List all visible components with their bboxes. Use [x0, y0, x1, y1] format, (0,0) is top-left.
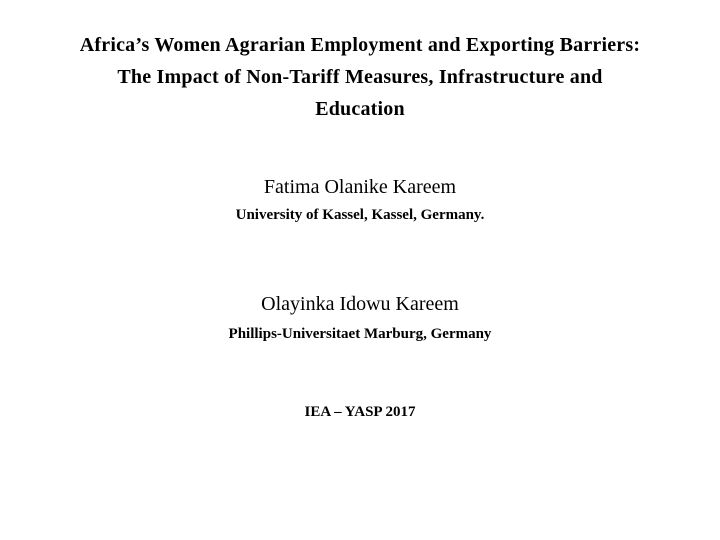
title-line-1: Africa’s Women Agrarian Employment and Exporting Barriers:	[79, 34, 641, 56]
author-name-1: Fatima Olanike Kareem	[263, 176, 457, 198]
title-line-3: Education	[315, 98, 405, 120]
slide-title	[0, 29, 720, 125]
author-affiliation-2: Phillips-Universitaet Marburg, Germany	[228, 326, 492, 342]
author-name-2: Olayinka Idowu Kareem	[261, 293, 459, 315]
author-affiliation-1: University of Kassel, Kassel, Germany.	[235, 207, 485, 223]
title-line-2: The Impact of Non-Tariff Measures, Infrastructure and	[117, 66, 603, 88]
event-label: IEA – YASP 2017	[304, 404, 416, 420]
